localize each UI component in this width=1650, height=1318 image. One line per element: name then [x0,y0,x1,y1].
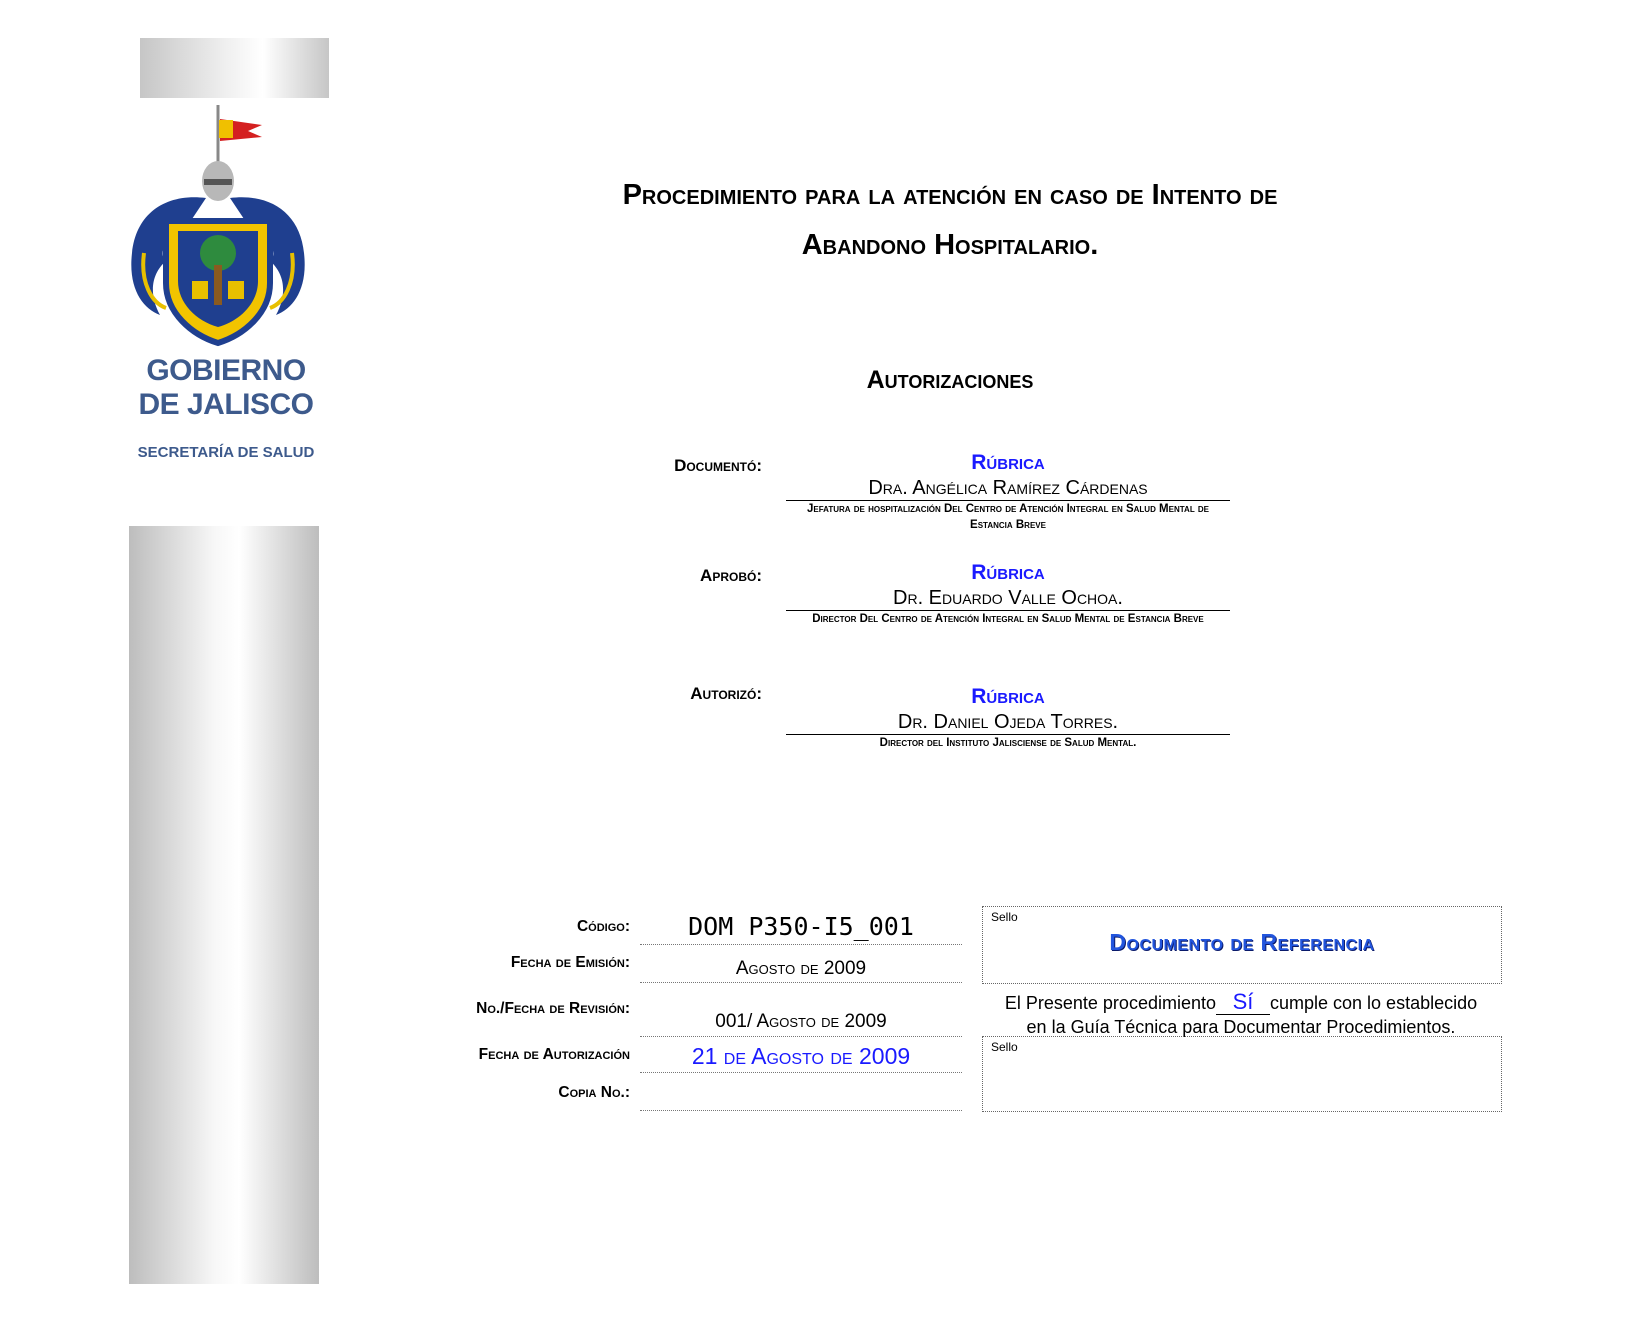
document-title [400,170,1500,270]
role-label-documento: Documentó: [674,456,762,475]
sello-box [982,1036,1502,1112]
section-title: Autorizaciones [866,366,1034,394]
autorizacion-label: Fecha de Autorización [478,1046,630,1063]
emision-label: Fecha de Emisión: [510,954,630,971]
signature-block-aprobo [786,560,1230,627]
signature-block-autorizo [786,684,1230,751]
signer-name: Dra. Angélica Ramírez Cárdenas [786,476,1230,501]
statement-line2: en la Guía Técnica para Documentar Procedimientos. [1026,1017,1456,1037]
document-title-line1: Procedimiento para la atención en caso de Intento de [622,179,1278,211]
department-name: SECRETARÍA DE SALUD [137,444,315,461]
revision-value: 001/ Agosto de 2009 [640,1006,962,1037]
document-title-line2: Abandono Hospitalario. [801,229,1099,261]
signer-name: Dr. Daniel Ojeda Torres. [786,710,1230,735]
signature-block-documento [786,450,1230,533]
signer-position: Director del Instituto Jalisciense de Salud Mental. [879,737,1137,749]
sello-label: Sello [991,910,1018,924]
government-name-line2: DE JALISCO [138,388,314,421]
government-name-line1: GOBIERNO [146,354,306,387]
copia-value [640,1076,962,1111]
signer-name: Dr. Eduardo Valle Ochoa. [786,586,1230,611]
coat-of-arms-logo [126,103,306,348]
signature-rubrica: Rúbrica [971,685,1045,708]
compliance-statement [982,990,1500,1039]
signature-rubrica: Rúbrica [971,561,1045,584]
revision-label: No./Fecha de Revisión: [476,1000,630,1017]
statement-before: El Presente procedimiento [1004,993,1216,1013]
role-label-autorizo: Autorizó: [690,684,762,703]
statement-answer: Sí [1216,990,1270,1015]
reference-stamp-box [982,906,1502,984]
copia-label: Copia No.: [558,1084,630,1101]
emision-value: Agosto de 2009 [640,954,962,983]
government-name [126,354,326,422]
sello-label: Sello [991,1040,1018,1054]
role-label-aprobo: Aprobó: [700,566,762,585]
codigo-label: Código: [576,918,630,935]
signer-position: Director Del Centro de Atención Integral en Salud Mental de Estancia Breve [812,613,1204,625]
signature-rubrica: Rúbrica [971,451,1045,474]
statement-after: cumple con lo establecido [1270,993,1478,1013]
autorizacion-value: 21 de Agosto de 2009 [640,1040,962,1073]
reference-stamp: Documento de Referencia [1109,929,1375,955]
sidebar-gradient-bar [129,526,319,1284]
signer-position: Jefatura de hospitalización Del Centro de Atención Integral en Salud Mental de Estancia Breve [806,503,1210,531]
codigo-value: DOM P350-I5_001 [640,910,962,945]
header-gradient-bar [140,38,329,98]
